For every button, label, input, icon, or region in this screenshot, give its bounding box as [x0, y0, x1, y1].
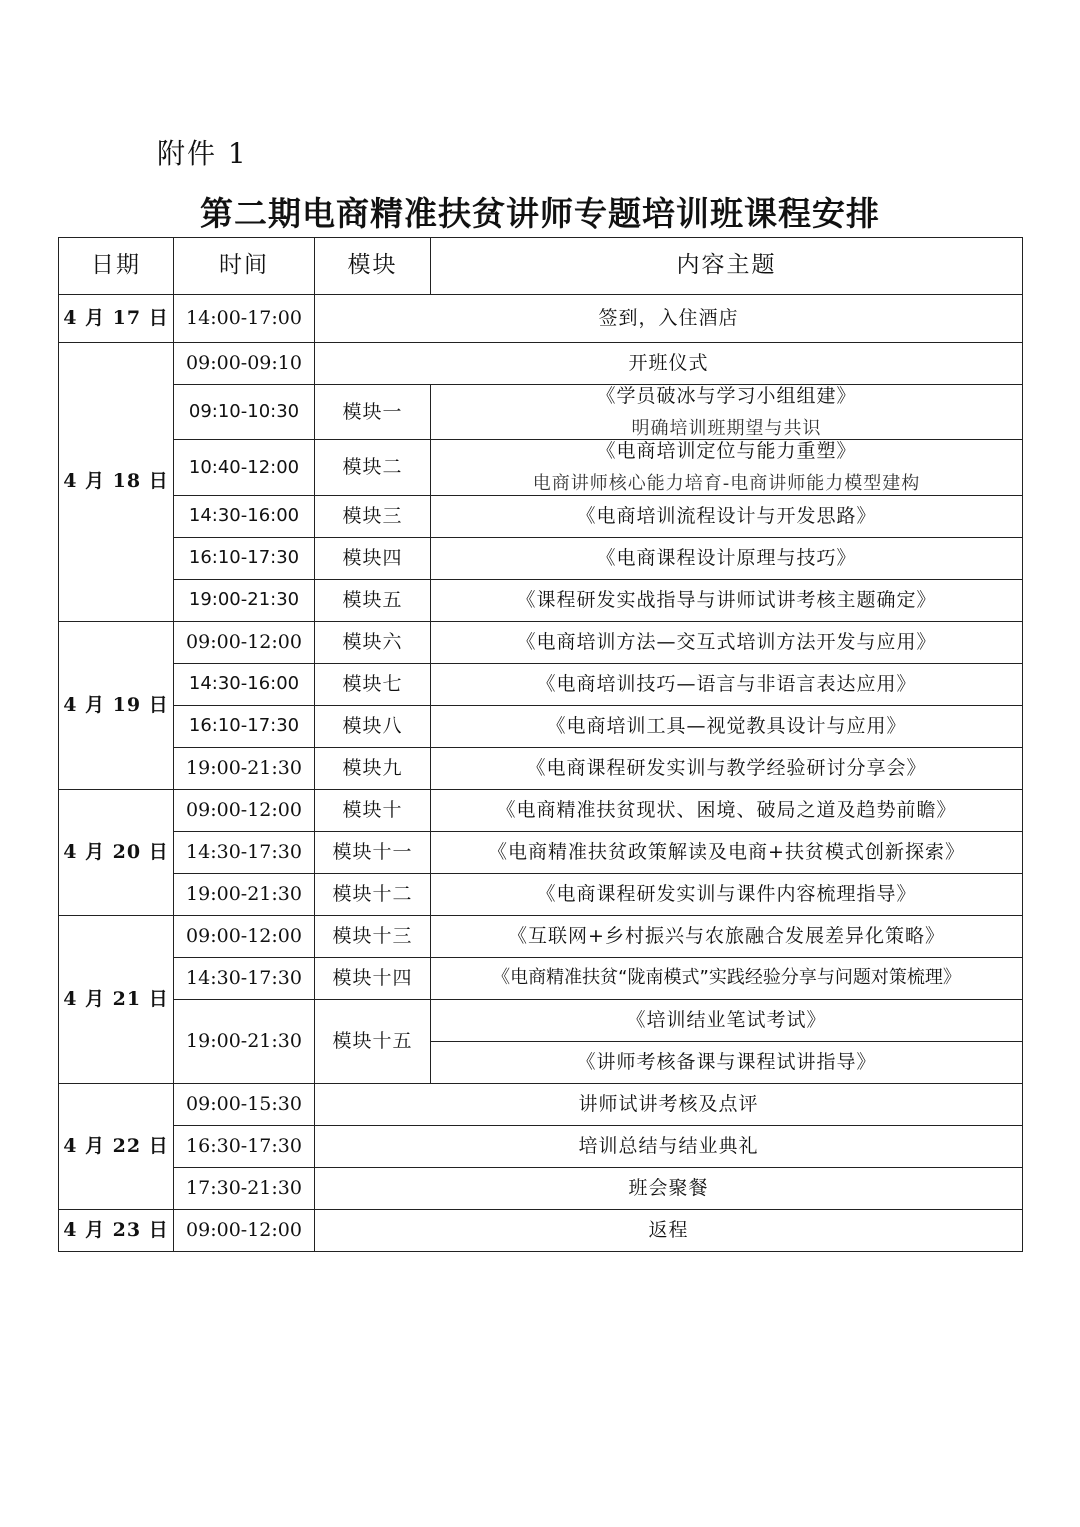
table-row	[59, 621, 1023, 663]
table-row	[59, 1167, 1023, 1209]
topic-cell: 《电商课程设计原理与技巧》	[431, 537, 1023, 579]
topic-cell: 《课程研发实战指导与讲师试讲考核主题确定》	[431, 579, 1023, 621]
table-row	[59, 747, 1023, 789]
table-row	[59, 537, 1023, 579]
table-row	[59, 385, 1023, 440]
table-row	[59, 957, 1023, 999]
topic-cell: 《互联网+乡村振兴与农旅融合发展差异化策略》	[431, 915, 1023, 957]
module-cell: 模块二	[315, 440, 431, 495]
topic-cell: 班会聚餐	[315, 1167, 1023, 1209]
time-cell: 19:00-21:30	[174, 579, 315, 621]
module-cell: 模块四	[315, 537, 431, 579]
header-module: 模块	[315, 238, 431, 295]
topic-cell: 开班仪式	[315, 343, 1023, 385]
header-topic: 内容主题	[431, 238, 1023, 295]
time-cell: 14:30-17:30	[174, 957, 315, 999]
date-cell: 4 月 21 日	[59, 915, 174, 1083]
time-cell: 16:10-17:30	[174, 537, 315, 579]
module-cell: 模块九	[315, 747, 431, 789]
table-row	[59, 295, 1023, 343]
module-cell: 模块十三	[315, 915, 431, 957]
topic-cell: 《电商课程研发实训与课件内容梳理指导》	[431, 873, 1023, 915]
topic-cell: 《培训结业笔试考试》	[431, 999, 1023, 1041]
time-cell: 09:00-12:00	[174, 789, 315, 831]
module-cell: 模块十二	[315, 873, 431, 915]
topic-cell	[431, 385, 1023, 440]
table-row	[59, 440, 1023, 495]
topic-subtitle: 明确培训班期望与共识	[631, 417, 822, 439]
table-row	[59, 495, 1023, 537]
table-row	[59, 663, 1023, 705]
topic-subtitle: 电商讲师核心能力培育-电商讲师能力模型建构	[532, 473, 921, 495]
table-row	[59, 873, 1023, 915]
time-cell: 09:00-09:10	[174, 343, 315, 385]
date-cell: 4 月 23 日	[59, 1209, 174, 1251]
time-cell: 09:00-12:00	[174, 915, 315, 957]
time-cell: 16:30-17:30	[174, 1125, 315, 1167]
module-cell: 模块一	[315, 385, 431, 440]
table-row	[59, 343, 1023, 385]
table-row	[59, 999, 1023, 1041]
topic-cell: 《电商课程研发实训与教学经验研讨分享会》	[431, 747, 1023, 789]
time-cell: 19:00-21:30	[174, 999, 315, 1083]
module-cell: 模块三	[315, 495, 431, 537]
header-time: 时间	[174, 238, 315, 295]
date-cell: 4 月 20 日	[59, 789, 174, 915]
time-cell: 14:30-16:00	[174, 495, 315, 537]
module-cell: 模块七	[315, 663, 431, 705]
module-cell: 模块十	[315, 789, 431, 831]
topic-cell: 《讲师考核备课与课程试讲指导》	[431, 1041, 1023, 1083]
date-cell: 4 月 19 日	[59, 621, 174, 789]
time-cell: 14:30-16:00	[174, 663, 315, 705]
schedule-table	[58, 237, 1023, 1252]
time-cell: 09:00-12:00	[174, 1209, 315, 1251]
table-row	[59, 705, 1023, 747]
attachment-label: 附件 1	[157, 137, 248, 170]
module-cell: 模块五	[315, 579, 431, 621]
topic-cell: 《电商培训流程设计与开发思路》	[431, 495, 1023, 537]
time-cell: 14:00-17:00	[174, 295, 315, 343]
topic-cell: 返程	[315, 1209, 1023, 1251]
time-cell: 17:30-21:30	[174, 1167, 315, 1209]
topic-cell: 讲师试讲考核及点评	[315, 1083, 1023, 1125]
topic-cell: 《电商精准扶贫政策解读及电商+扶贫模式创新探索》	[431, 831, 1023, 873]
topic-cell: 《电商培训方法—交互式培训方法开发与应用》	[431, 621, 1023, 663]
module-cell: 模块八	[315, 705, 431, 747]
table-row	[59, 1209, 1023, 1251]
table-row	[59, 1083, 1023, 1125]
date-cell: 4 月 17 日	[59, 295, 174, 343]
topic-cell: 《电商培训工具—视觉教具设计与应用》	[431, 705, 1023, 747]
table-row	[59, 789, 1023, 831]
table-row	[59, 1125, 1023, 1167]
module-cell: 模块十四	[315, 957, 431, 999]
time-cell: 09:10-10:30	[174, 385, 315, 440]
topic-title: 《电商培训定位与能力重塑》	[596, 440, 857, 463]
time-cell: 19:00-21:30	[174, 747, 315, 789]
table-row	[59, 831, 1023, 873]
time-cell: 09:00-12:00	[174, 621, 315, 663]
topic-cell: 培训总结与结业典礼	[315, 1125, 1023, 1167]
header-row	[59, 238, 1023, 295]
module-cell: 模块十一	[315, 831, 431, 873]
document-title: 第二期电商精准扶贫讲师专题培训班课程安排	[200, 194, 880, 233]
date-cell: 4 月 22 日	[59, 1083, 174, 1209]
topic-cell: 《电商培训技巧—语言与非语言表达应用》	[431, 663, 1023, 705]
time-cell: 14:30-17:30	[174, 831, 315, 873]
topic-cell: 签到，入住酒店	[315, 295, 1023, 343]
header-date: 日期	[59, 238, 174, 295]
topic-cell	[431, 440, 1023, 495]
module-cell: 模块六	[315, 621, 431, 663]
topic-cell: 《电商精准扶贫现状、困境、破局之道及趋势前瞻》	[431, 789, 1023, 831]
table-row	[59, 915, 1023, 957]
module-cell: 模块十五	[315, 999, 431, 1083]
time-cell: 16:10-17:30	[174, 705, 315, 747]
topic-title: 《学员破冰与学习小组组建》	[596, 385, 857, 407]
date-cell: 4 月 18 日	[59, 343, 174, 622]
table-row	[59, 579, 1023, 621]
time-cell: 19:00-21:30	[174, 873, 315, 915]
topic-cell: 《电商精准扶贫“陇南模式”实践经验分享与问题对策梳理》	[431, 957, 1023, 999]
time-cell: 10:40-12:00	[174, 440, 315, 495]
time-cell: 09:00-15:30	[174, 1083, 315, 1125]
